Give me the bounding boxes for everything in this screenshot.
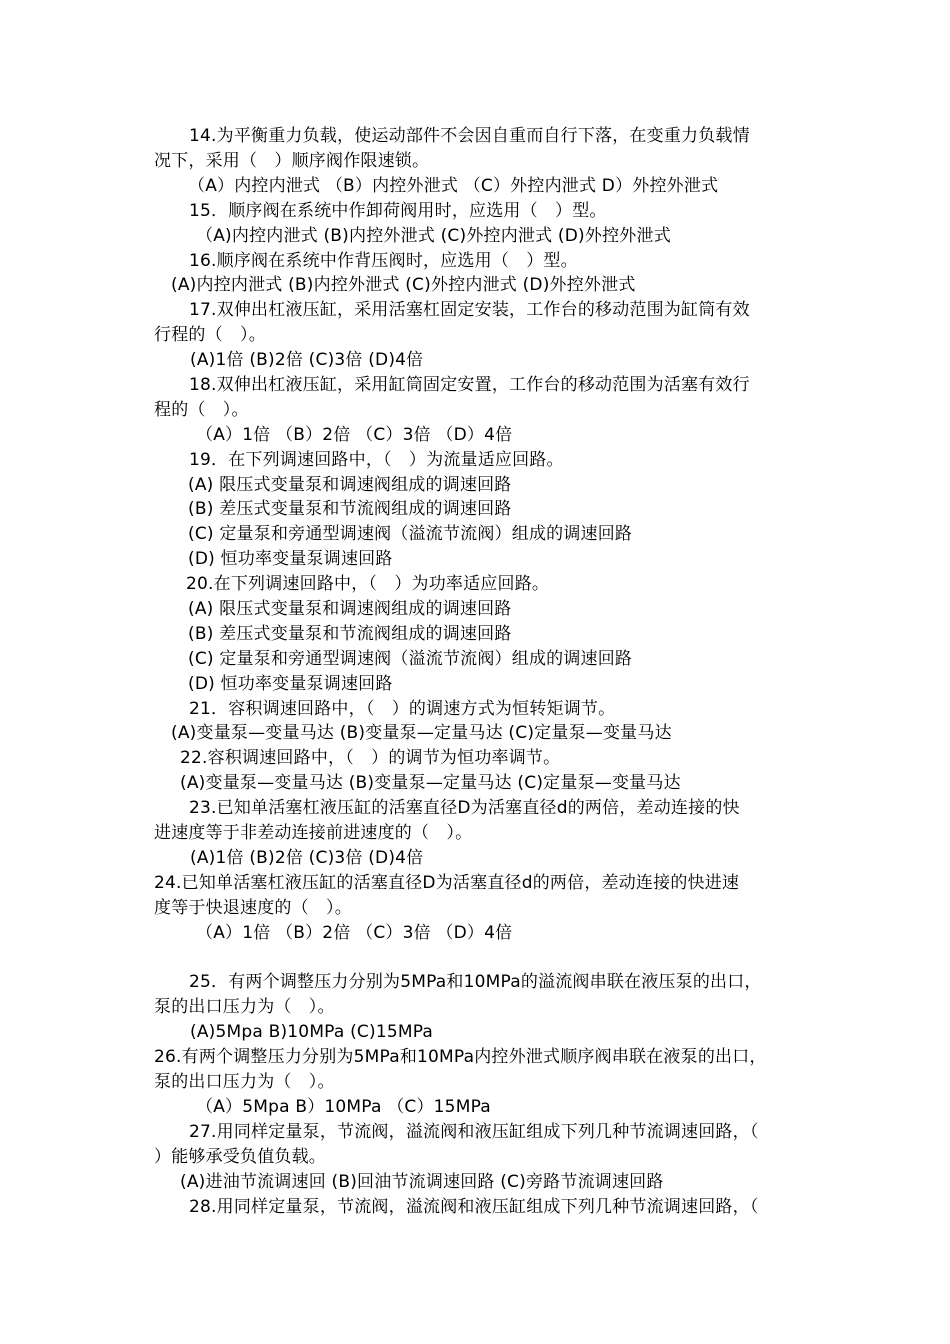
q19-option-d: (D) 恒功率变量泵调速回路 [188, 549, 393, 569]
q24-options: （A）1倍 （B）2倍 （C）3倍 （D）4倍 [196, 923, 513, 943]
q23-options: (A)1倍 (B)2倍 (C)3倍 (D)4倍 [190, 848, 424, 868]
q20-option-a: (A) 限压式变量泵和调速阀组成的调速回路 [188, 599, 512, 619]
q19-option-c: (C) 定量泵和旁通型调速阀（溢流节流阀）组成的调速回路 [188, 524, 633, 544]
q16-options: (A)内控内泄式 (B)内控外泄式 (C)外控内泄式 (D)外控外泄式 [171, 275, 636, 295]
q20-option-b: (B) 差压式变量泵和节流阀组成的调速回路 [188, 624, 512, 644]
q14-options: （A）内控内泄式 （B）内控外泄式 （C）外控内泄式 D）外控外泄式 [188, 176, 719, 196]
q23-line-2: 进速度等于非差动连接前进速度的（ ）。 [154, 823, 473, 843]
q16-line-1: 16.顺序阀在系统中作背压阀时，应选用（ ）型。 [189, 251, 578, 271]
q27-options: (A)进油节流调速回 (B)回油节流调速回路 (C)旁路节流调速回路 [180, 1172, 664, 1192]
q19-option-a: (A) 限压式变量泵和调速阀组成的调速回路 [188, 475, 512, 495]
q28-line-1: 28.用同样定量泵，节流阀，溢流阀和液压缸组成下列几种节流调速回路，（ [189, 1197, 759, 1217]
q24-line-1: 24.已知单活塞杠液压缸的活塞直径D为活塞直径d的两倍，差动连接的快进速 [154, 873, 740, 893]
q27-line-2: ）能够承受负值负载。 [154, 1147, 326, 1167]
q20-option-d: (D) 恒功率变量泵调速回路 [188, 674, 393, 694]
q17-options: (A)1倍 (B)2倍 (C)3倍 (D)4倍 [190, 350, 424, 370]
q17-line-1: 17.双伸出杠液压缸，采用活塞杠固定安装，工作台的移动范围为缸筒有效 [189, 300, 750, 320]
q25-options: (A)5Mpa B)10MPa (C)15MPa [190, 1022, 434, 1042]
q23-line-1: 23.已知单活塞杠液压缸的活塞直径D为活塞直径d的两倍，差动连接的快 [189, 798, 740, 818]
q17-line-2: 行程的（ ）。 [154, 325, 266, 345]
q26-line-1: 26.有两个调整压力分别为5MPa和10MPa内控外泄式顺序阀串联在液泵的出口， [154, 1047, 767, 1067]
q14-line-2: 况下，采用（ ）顺序阀作限速锁。 [154, 151, 430, 171]
q24-line-2: 度等于快退速度的（ ）。 [154, 898, 352, 918]
q20-option-c: (C) 定量泵和旁通型调速阀（溢流节流阀）组成的调速回路 [188, 649, 633, 669]
q19-option-b: (B) 差压式变量泵和节流阀组成的调速回路 [188, 499, 512, 519]
q14-line-1: 14.为平衡重力负载，使运动部件不会因自重而自行下落，在变重力负载情 [189, 126, 750, 146]
q21-options: (A)变量泵—变量马达 (B)变量泵—定量马达 (C)定量泵—变量马达 [171, 723, 672, 743]
q25-line-1: 25．有两个调整压力分别为5MPa和10MPa的溢流阀串联在液压泵的出口， [189, 972, 762, 992]
q25-line-2: 泵的出口压力为（ ）。 [154, 997, 335, 1017]
q19-line-1: 19．在下列调速回路中，（ ）为流量适应回路。 [189, 450, 564, 470]
q26-line-2: 泵的出口压力为（ ）。 [154, 1072, 335, 1092]
q15-options: （A)内控内泄式 (B)内控外泄式 (C)外控内泄式 (D)外控外泄式 [196, 226, 671, 246]
q22-line-1: 22.容积调速回路中，（ ）的调节为恒功率调节。 [180, 748, 561, 768]
q18-line-1: 18.双伸出杠液压缸，采用缸筒固定安置，工作台的移动范围为活塞有效行 [189, 375, 750, 395]
q18-options: （A）1倍 （B）2倍 （C）3倍 （D）4倍 [196, 425, 513, 445]
q21-line-1: 21．容积调速回路中，（ ）的调速方式为恒转矩调节。 [189, 699, 616, 719]
q27-line-1: 27.用同样定量泵，节流阀，溢流阀和液压缸组成下列几种节流调速回路，（ [189, 1122, 759, 1142]
q26-options: （A）5Mpa B）10MPa （C）15MPa [196, 1097, 491, 1117]
q20-line-1: 20.在下列调速回路中，（ ）为功率适应回路。 [186, 574, 550, 594]
q15-line-1: 15．顺序阀在系统中作卸荷阀用时，应选用（ ）型。 [189, 201, 607, 221]
q18-line-2: 程的（ ）。 [154, 400, 249, 420]
q22-options: (A)变量泵—变量马达 (B)变量泵—定量马达 (C)定量泵—变量马达 [180, 773, 681, 793]
